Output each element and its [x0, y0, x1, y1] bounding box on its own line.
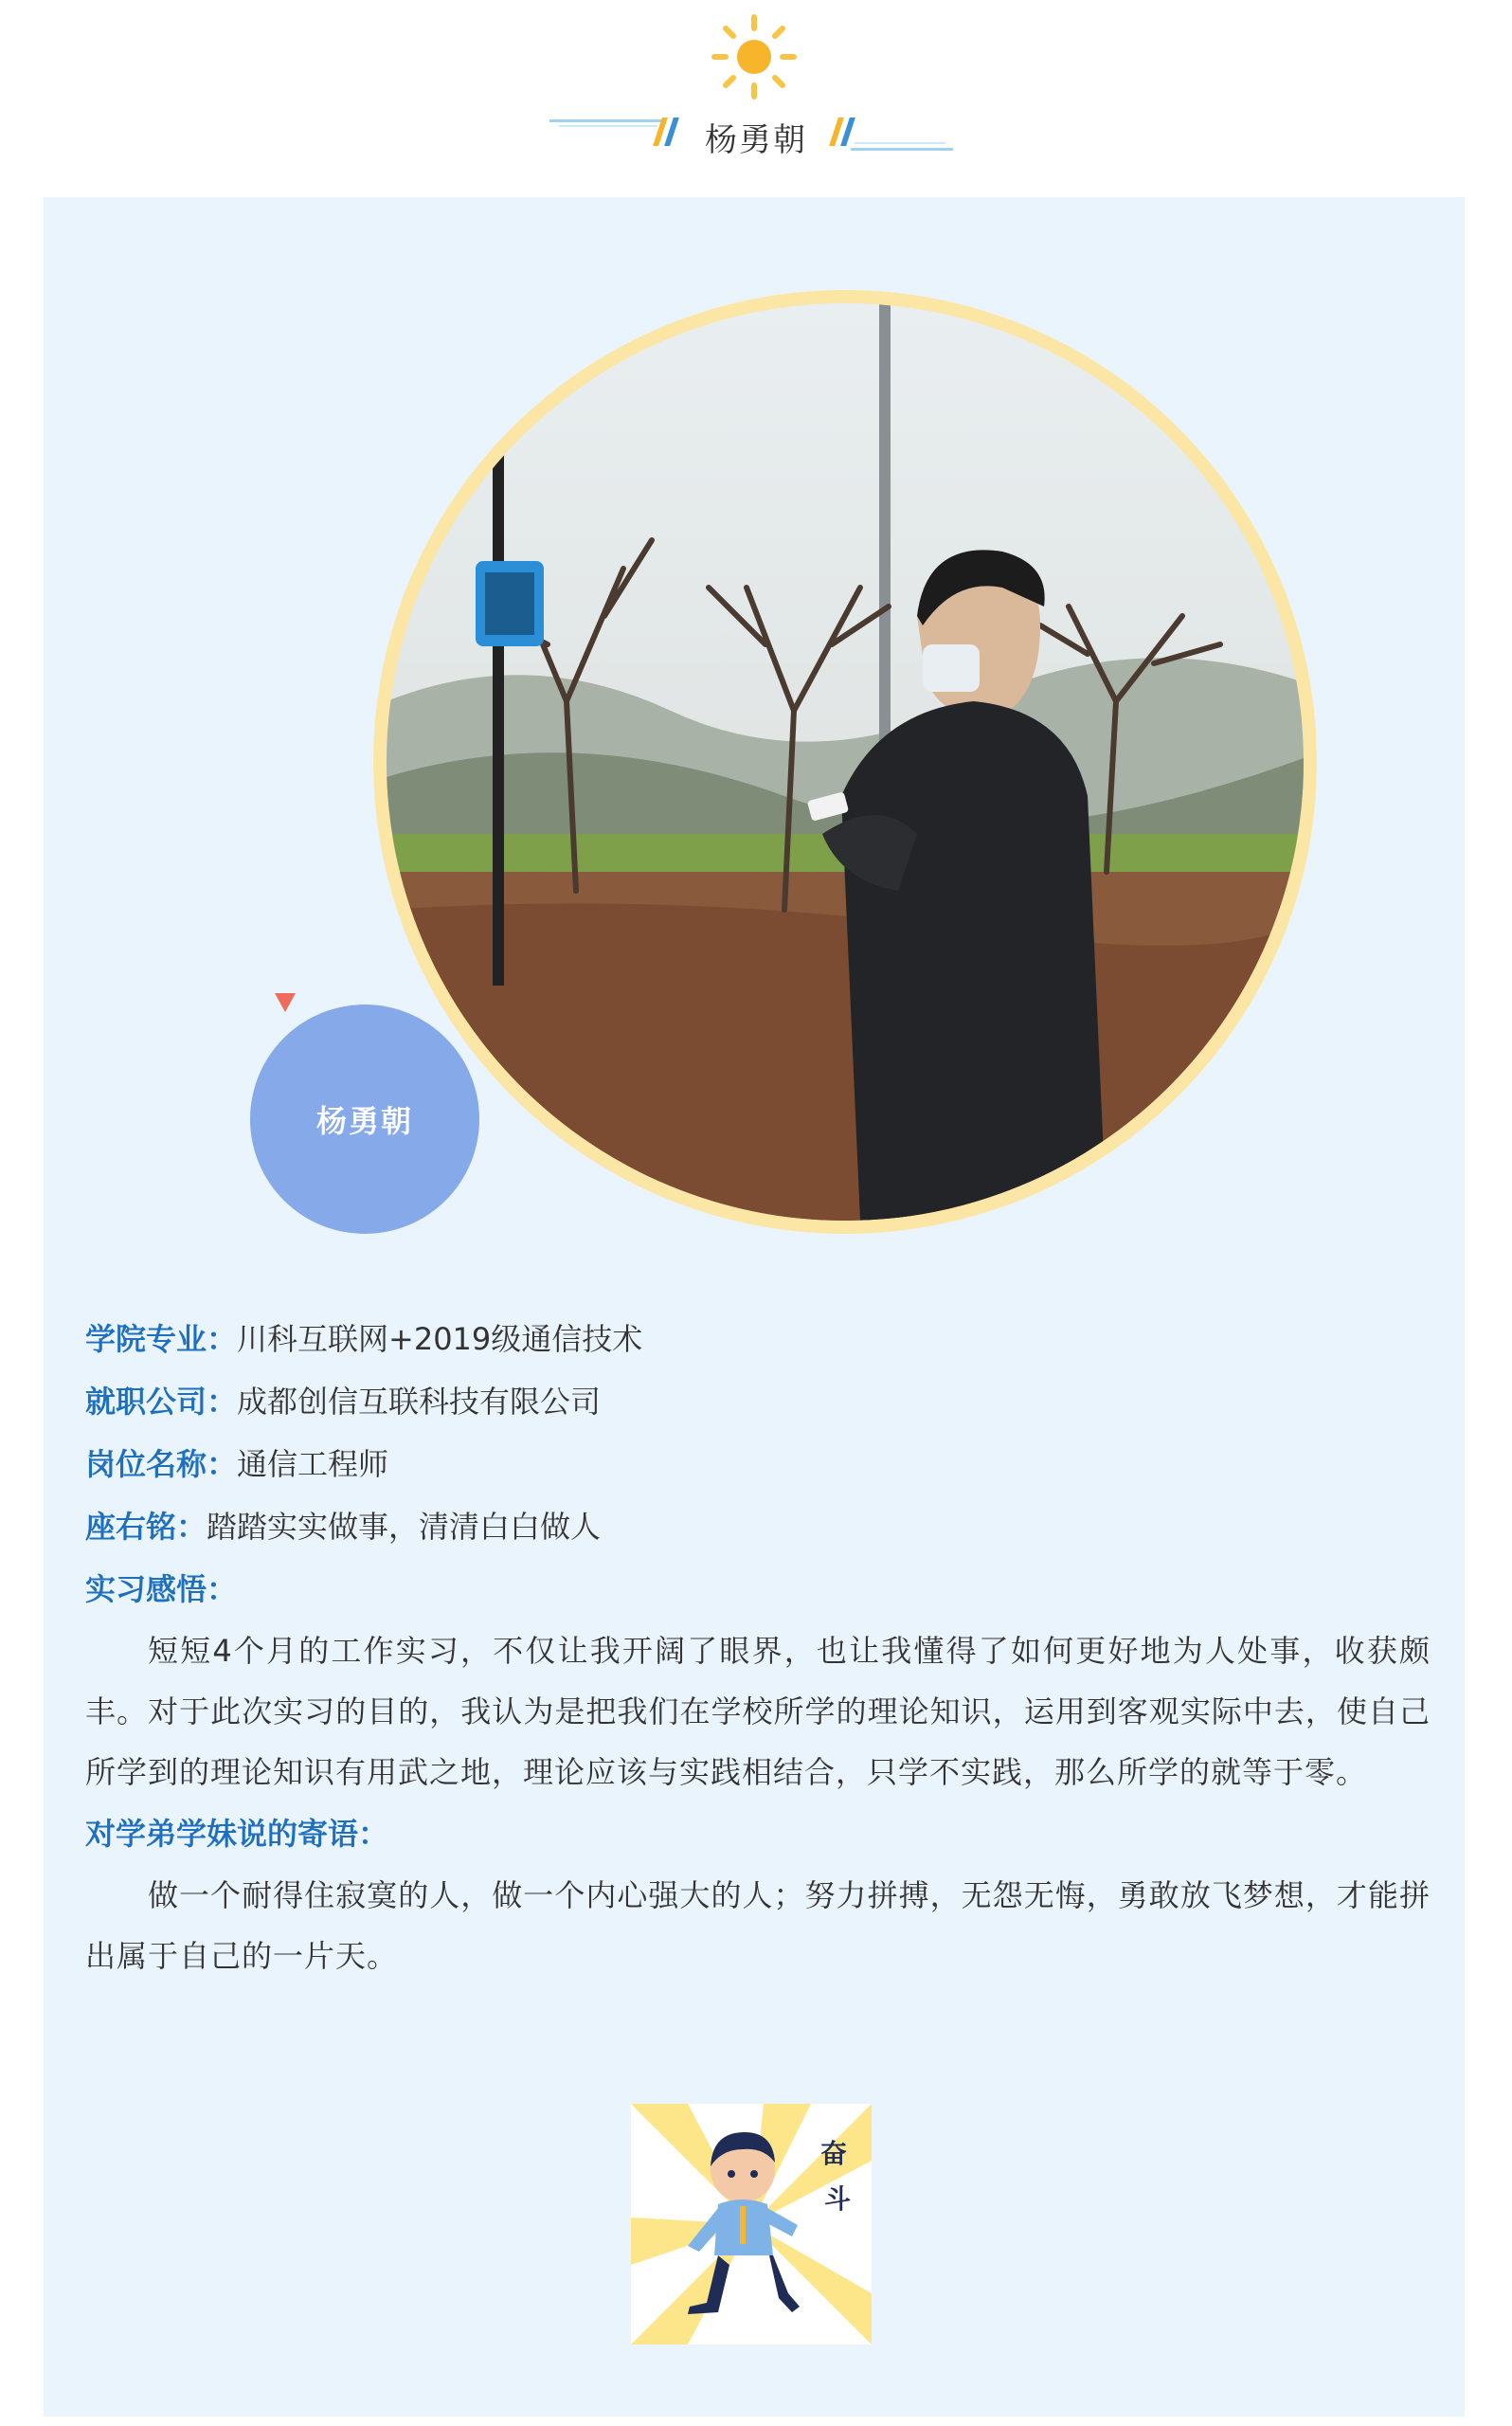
info-value: 踏踏实实做事，清清白白做人: [207, 1509, 602, 1545]
decor-line-right: [851, 148, 953, 151]
info-row-major: [85, 1308, 1431, 1370]
profile-photo: [387, 303, 1304, 1221]
cartoon-illustration: [631, 2104, 872, 2345]
name-badge: [250, 1005, 479, 1234]
info-label: 座右铭：: [85, 1509, 207, 1545]
info-row-motto: [85, 1495, 1431, 1558]
message-heading: [85, 1802, 1431, 1865]
triangle-marker-icon: [275, 993, 296, 1012]
reflection-text: 短短4个月的工作实习，不仅让我开阔了眼界，也让我懂得了如何更好地为人处事，收获颇丰。对于此次实习的目的，我认为是把我们在学校所学的理论知识，运用到客观实际中去，使自己所学到的理论知识有用武之地，理论应该与实践相结合，只学不实践，那么所学的就等于零。: [85, 1633, 1431, 1790]
info-label: 岗位名称：: [85, 1446, 238, 1482]
profile-info: [85, 1308, 1431, 1986]
message-label: 对学弟学妹说的寄语：: [85, 1816, 389, 1852]
sun-icon: [707, 9, 801, 104]
info-value: 川科互联网+2019级通信技术: [237, 1321, 643, 1357]
info-row-position: [85, 1433, 1431, 1495]
cartoon-char-2: 斗: [824, 2183, 852, 2215]
reflection-heading: [85, 1558, 1431, 1620]
decor-line-right-thin: [855, 142, 945, 144]
photo-frame: [373, 290, 1317, 1234]
profile-card: [44, 197, 1465, 2417]
cartoon-char-1: 奋: [820, 2138, 848, 2169]
badge-name: 杨勇朝: [315, 1103, 413, 1139]
info-label: 学院专业：: [85, 1321, 238, 1357]
info-label: 就职公司：: [85, 1384, 238, 1420]
info-row-company: [85, 1370, 1431, 1433]
info-value: 成都创信互联科技有限公司: [237, 1384, 602, 1420]
reflection-label: 实习感悟：: [85, 1571, 238, 1607]
header-name: 杨勇朝: [705, 121, 807, 159]
page-header: [0, 112, 1512, 169]
info-value: 通信工程师: [237, 1446, 389, 1482]
message-text: 做一个耐得住寂寞的人，做一个内心强大的人；努力拼搏，无怨无悔，勇敢放飞梦想，才能拼出属于自己的一片天。: [85, 1877, 1431, 1974]
